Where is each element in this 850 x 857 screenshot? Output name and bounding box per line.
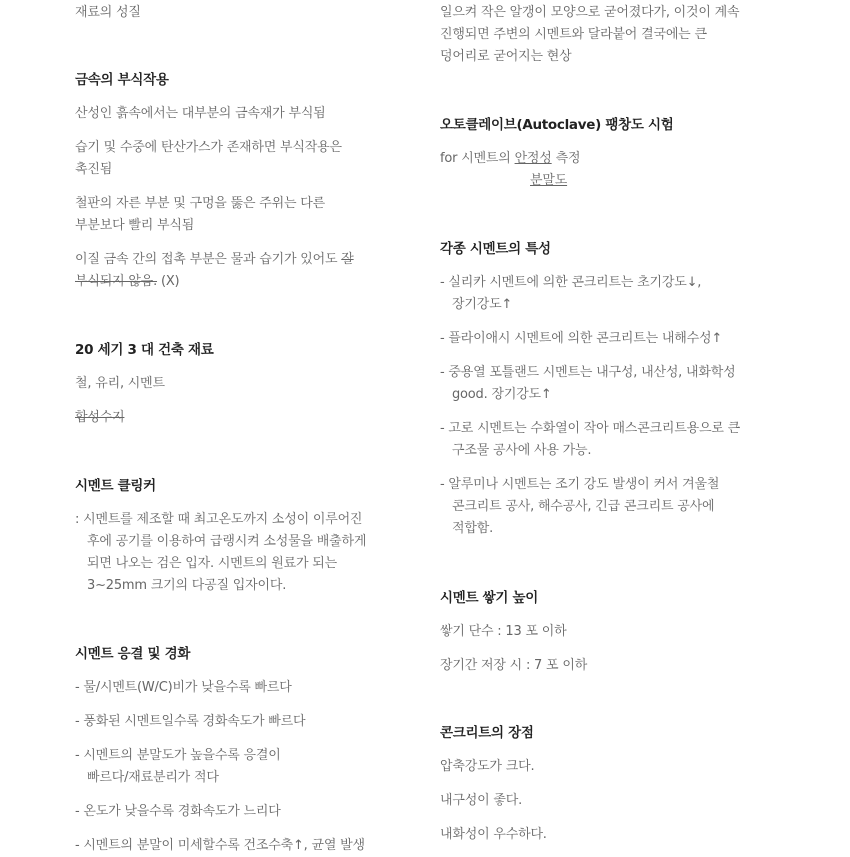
paragraph-text: for 시멘트의 bbox=[440, 151, 515, 166]
underlined-text: 안정성 bbox=[514, 151, 552, 166]
list-item: - 물/시멘트(W/C)비가 낮을수록 빠르다 bbox=[75, 680, 292, 695]
intro-text: 재료의 성질 bbox=[75, 5, 141, 20]
section-heading-metal-corrosion: 금속의 부식작용 bbox=[75, 72, 169, 88]
paragraph-text: 측정 bbox=[551, 151, 581, 166]
section-heading-concrete-advantages: 콘크리트의 장점 bbox=[440, 725, 534, 741]
list-item: - 중용열 포틀랜드 시멘트는 내구성, 내산성, 내화학성 good. 장기강도↑ bbox=[440, 365, 736, 402]
paragraph: 쌓기 단수 : 13 포 이하 bbox=[440, 624, 567, 639]
section-heading-cement-clinker: 시멘트 클링커 bbox=[75, 478, 156, 494]
paragraph: 장기간 저장 시 : 7 포 이하 bbox=[440, 658, 588, 673]
paragraph: 산성인 흙속에서는 대부분의 금속재가 부식됨 bbox=[75, 106, 326, 121]
list-item: - 시멘트의 분말이 미세할수록 건조수축↑, 균열 발생 bbox=[75, 838, 365, 853]
paragraph bbox=[440, 148, 785, 170]
paragraph: 내화성이 우수하다. bbox=[440, 827, 547, 842]
strikethrough-text: 분말도 bbox=[530, 173, 568, 188]
list-item: - 실리카 시멘트에 의한 콘크리트는 초기강도↓, 장기강도↑ bbox=[440, 275, 702, 312]
paragraph-continuation: 일으켜 작은 알갱이 모양으로 굳어졌다가, 이것이 계속 진행되면 주변의 시멘트와 달라붙어 결국에는 큰 덩어리로 굳어지는 현상 bbox=[440, 5, 740, 64]
paragraph bbox=[440, 170, 850, 192]
paragraph bbox=[75, 249, 410, 293]
list-item: - 온도가 낮을수록 경화속도가 느리다 bbox=[75, 804, 281, 819]
section-heading-building-materials: 20 세기 3 대 건축 재료 bbox=[75, 342, 214, 358]
strikethrough-text: 부식되지 않음. bbox=[75, 274, 158, 289]
section-heading-setting-hardening: 시멘트 응결 및 경화 bbox=[75, 646, 191, 662]
list-item: - 시멘트의 분말도가 높을수록 응결이 빠르다/재료분리가 적다 bbox=[75, 748, 281, 785]
paragraph: 철판의 자른 부분 및 구멍을 뚫은 주위는 다른 부분보다 빨리 부식됨 bbox=[75, 196, 325, 233]
paragraph: 습기 및 수중에 탄산가스가 존재하면 부식작용은 촉진됨 bbox=[75, 140, 342, 177]
paragraph: 철, 유리, 시멘트 bbox=[75, 376, 165, 391]
list-item: - 풍화된 시멘트일수록 경화속도가 빠르다 bbox=[75, 714, 306, 729]
strikethrough-text: 잘 bbox=[341, 252, 354, 267]
paragraph: 압축강도가 크다. bbox=[440, 759, 535, 774]
paragraph: 내구성이 좋다. bbox=[440, 793, 523, 808]
section-heading-stacking-height: 시멘트 쌓기 높이 bbox=[440, 590, 538, 606]
list-item: - 플라이애시 시멘트에 의한 콘크리트는 내해수성↑ bbox=[440, 331, 723, 346]
paragraph-text: 이질 금속 간의 접촉 부분은 물과 습기가 있어도 bbox=[75, 252, 342, 267]
strikethrough-text: 합성수지 bbox=[75, 410, 125, 425]
list-item: - 알루미나 시멘트는 조기 강도 발생이 커서 겨울철 콘크리트 공사, 해수공사, 긴급 콘크리트 공사에 적합함. bbox=[440, 477, 720, 536]
paragraph: : 시멘트를 제조할 때 최고온도까지 소성이 이루어진 후에 공기를 이용하여 급랭시켜 소성물을 배출하게 되면 나오는 검은 입자. 시멘트의 원료가 되는 3~25mm 크기의 다공질 입자이다. bbox=[75, 512, 367, 593]
paragraph-text: (X) bbox=[157, 274, 180, 289]
list-item: - 고로 시멘트는 수화열이 작아 매스콘크리트용으로 큰 구조물 공사에 사용 가능. bbox=[440, 421, 740, 458]
section-heading-autoclave: 오토클레이브(Autoclave) 팽창도 시험 bbox=[440, 117, 674, 133]
section-heading-cement-types: 각종 시멘트의 특성 bbox=[440, 241, 551, 257]
